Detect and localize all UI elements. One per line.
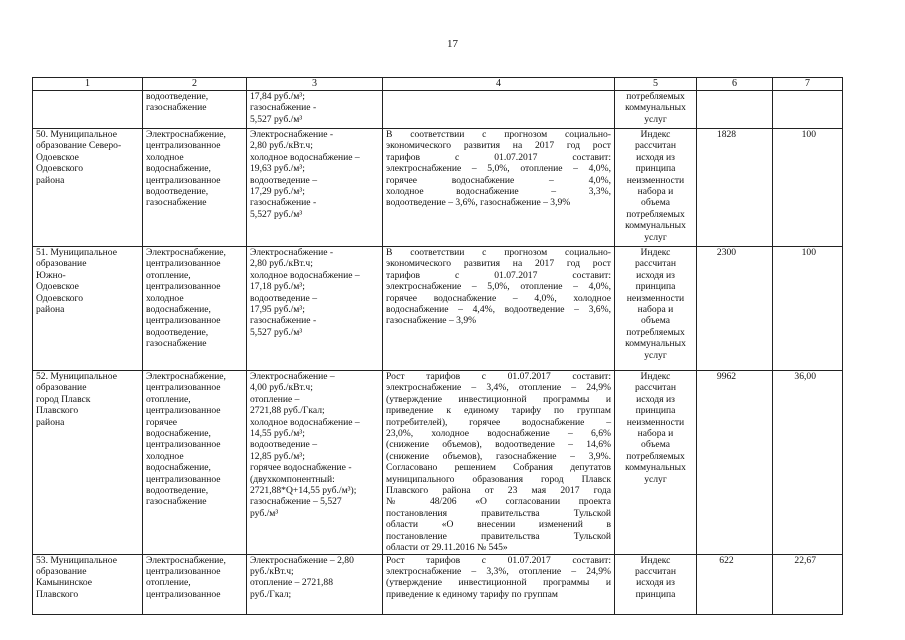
growth-cell: [383, 91, 615, 129]
tariffs-cell: [247, 371, 383, 555]
cell-line: приведение к единому тарифу по группам: [386, 405, 611, 417]
cell-line: рассчитан: [634, 140, 677, 152]
share-cell: 22,67: [773, 554, 843, 614]
tariff-table: [32, 77, 843, 615]
cell-line: отопление –: [250, 393, 300, 405]
cell-line: потребляемых: [626, 326, 685, 338]
cell-line: водоотведение –: [250, 174, 317, 186]
municipality-cell: [33, 91, 143, 129]
cell-line: 2721,88*Q+14,55 руб./м³);: [250, 485, 357, 497]
cell-line: централизованное: [146, 382, 221, 394]
tariffs-cell: [247, 91, 383, 129]
cell-line: руб./кВт.ч;: [250, 565, 294, 577]
cell-line: образование: [36, 565, 87, 577]
cell-line: водоотведение,: [146, 186, 209, 198]
cell-line: Одоевского: [36, 292, 84, 304]
cell-line: услуг: [644, 231, 667, 243]
cell-line: газоснабжение – 3,9%: [386, 315, 477, 327]
cell-line: экономического развития на 2017 год рост: [386, 258, 611, 270]
cell-line: объема: [641, 315, 670, 327]
cell-line: газоснабжение: [146, 102, 207, 114]
col-header-6: 6: [697, 78, 773, 91]
cell-line: области «О внесении изменений в: [386, 519, 611, 531]
municipality-cell: [33, 371, 143, 555]
cell-line: Электроснабжение -: [250, 129, 334, 140]
cell-line: город Плавск: [36, 393, 91, 405]
page-number: 17: [447, 38, 458, 50]
cell-line: 17,95 руб./м³;: [250, 304, 305, 316]
cell-line: горячее водоснабжение – 4,0%, холодное: [386, 292, 611, 304]
cell-line: постановление правительства Тульской: [386, 530, 611, 542]
cell-line: экономического развития на 2017 год рост: [386, 140, 611, 152]
table-row: [33, 129, 843, 247]
cell-line: потребителей), горячее водоснабжение –: [386, 416, 611, 428]
cell-line: электроснабжение – 5,0%, отопление – 4,0%,: [386, 281, 611, 293]
cell-line: 4,00 руб./кВт.ч;: [250, 382, 313, 394]
cell-line: Согласовано решением Собрания депутатов: [386, 462, 611, 474]
cell-line: руб./Гкал;: [250, 588, 292, 600]
table-row: [33, 554, 843, 614]
cell-line: (снижение объемов), водоотведение – 14,6%: [386, 439, 611, 451]
cell-line: Одоевское: [36, 151, 79, 163]
index-note-cell: [615, 91, 697, 129]
cell-line: Одоевское: [36, 281, 79, 293]
population-cell: [697, 91, 773, 129]
cell-line: (снижение объемов), газоснабжение – 3,9%.: [386, 450, 611, 462]
cell-line: исходя из: [636, 151, 675, 163]
cell-line: услуг: [644, 349, 667, 361]
cell-line: газоснабжение: [146, 496, 207, 508]
cell-line: набора и: [637, 186, 674, 198]
cell-line: 17,18 руб./м³;: [250, 281, 305, 293]
cell-line: водоотведение – 3,6%, газоснабжение – 3,9%: [386, 197, 571, 209]
cell-line: № 48/206 «О согласовании проекта: [386, 496, 611, 508]
tariffs-cell: [247, 129, 383, 247]
cell-line: коммунальных: [625, 102, 686, 114]
tariffs-cell: [247, 554, 383, 614]
cell-line: водоснабжение,: [146, 428, 211, 440]
cell-line: Рост тарифов с 01.07.2017 составит:: [386, 554, 611, 566]
cell-line: района: [36, 304, 65, 316]
cell-line: 5,527 руб./м³: [250, 326, 303, 338]
cell-line: исходя из: [636, 393, 675, 405]
index-note-cell: [615, 247, 697, 371]
cell-line: водоснабжение,: [146, 304, 211, 316]
share-cell: 100: [773, 247, 843, 371]
cell-line: централизованное: [146, 140, 221, 152]
cell-line: района: [36, 174, 65, 186]
col-header-7: 7: [773, 78, 843, 91]
cell-line: холодное: [146, 450, 184, 462]
cell-line: Электроснабжение – 2,80: [250, 554, 354, 566]
cell-line: коммунальных: [625, 338, 686, 350]
cell-line: Индекс: [640, 247, 671, 258]
cell-line: водоотведение,: [146, 326, 209, 338]
cell-line: холодное: [146, 151, 184, 163]
cell-line: 17,84 руб./м³;: [250, 91, 305, 102]
cell-line: Камынинское: [36, 577, 93, 589]
cell-line: газоснабжение -: [250, 102, 317, 114]
services-cell: [143, 554, 247, 614]
cell-line: тарифов с 01.07.2017 составит:: [386, 269, 611, 281]
share-cell: 36,00: [773, 371, 843, 555]
cell-line: горячее водоснабжение -: [250, 462, 352, 474]
cell-line: рассчитан: [634, 258, 677, 270]
growth-cell: [383, 129, 615, 247]
cell-line: неизменности: [626, 174, 685, 186]
cell-line: газоснабжение – 5,527: [250, 496, 342, 508]
cell-line: муниципального образования город Плавск: [386, 473, 611, 485]
municipality-cell: [33, 554, 143, 614]
cell-line: 19,63 руб./м³;: [250, 163, 305, 175]
cell-line: водоотведение,: [146, 485, 209, 497]
cell-line: 5,527 руб./м³: [250, 113, 303, 125]
population-cell: 1828: [697, 129, 773, 247]
cell-line: образование: [36, 258, 87, 270]
population-cell: 9962: [697, 371, 773, 555]
cell-line: рассчитан: [634, 382, 677, 394]
cell-line: принципа: [635, 588, 676, 600]
services-cell: [143, 91, 247, 129]
col-header-3: 3: [247, 78, 383, 91]
col-header-1: 1: [33, 78, 143, 91]
cell-line: 14,55 руб./м³;: [250, 428, 305, 440]
index-note-cell: [615, 129, 697, 247]
cell-line: неизменности: [626, 292, 685, 304]
cell-line: 51. Муниципальное: [36, 247, 117, 258]
cell-line: 2,80 руб./кВт.ч;: [250, 258, 313, 270]
cell-line: набора и: [637, 304, 674, 316]
col-header-2: 2: [143, 78, 247, 91]
cell-line: (утверждение инвестиционной программы и: [386, 577, 611, 589]
cell-line: 12,85 руб./м³;: [250, 450, 305, 462]
cell-line: области от 29.11.2016 № 545»: [386, 542, 508, 554]
cell-line: горячее водоснабжение – 4,0%,: [386, 174, 611, 186]
cell-line: Электроснабжение,: [146, 129, 226, 140]
cell-line: холодное водоснабжение –: [250, 269, 360, 281]
cell-line: электроснабжение – 5,0%, отопление – 4,0%,: [386, 163, 611, 175]
cell-line: 17,29 руб./м³;: [250, 186, 305, 198]
cell-line: холодное: [146, 292, 184, 304]
cell-line: потребляемых: [626, 208, 685, 220]
cell-line: В соответствии с прогнозом социально-: [386, 129, 611, 140]
cell-line: 2,80 руб./кВт.ч;: [250, 140, 313, 152]
cell-line: централизованное: [146, 588, 221, 600]
cell-line: газоснабжение: [146, 338, 207, 350]
cell-line: принципа: [635, 405, 676, 417]
table-row: [33, 371, 843, 555]
cell-line: исходя из: [636, 269, 675, 281]
cell-line: газоснабжение -: [250, 315, 317, 327]
cell-line: Электроснабжение,: [146, 371, 226, 382]
cell-line: набора и: [637, 428, 674, 440]
cell-line: Южно-: [36, 269, 66, 281]
cell-line: централизованное: [146, 405, 221, 417]
share-cell: 100: [773, 129, 843, 247]
cell-line: электроснабжение – 3,3%, отопление – 24,9%: [386, 565, 611, 577]
cell-line: образование Северо-: [36, 140, 122, 152]
services-cell: [143, 129, 247, 247]
cell-line: электроснабжение – 3,4%, отопление – 24,9%: [386, 382, 611, 394]
cell-line: приведение к единому тарифу по группам: [386, 588, 558, 600]
table-row: [33, 91, 843, 129]
cell-line: тарифов с 01.07.2017 составит:: [386, 151, 611, 163]
cell-line: водоотведение –: [250, 292, 317, 304]
cell-line: (двухкомпонентный:: [250, 473, 335, 485]
cell-line: района: [36, 416, 65, 428]
cell-line: 5,527 руб./м³: [250, 208, 303, 220]
population-cell: 2300: [697, 247, 773, 371]
cell-line: централизованное: [146, 473, 221, 485]
cell-line: централизованное: [146, 565, 221, 577]
cell-line: Одоевского: [36, 163, 84, 175]
cell-line: горячее: [146, 416, 178, 428]
growth-cell: [383, 554, 615, 614]
header-row: [33, 78, 843, 91]
index-note-cell: [615, 371, 697, 555]
cell-line: Рост тарифов с 01.07.2017 составит:: [386, 371, 611, 382]
services-cell: [143, 371, 247, 555]
cell-line: 23,0%, холодное водоснабжение – 6,6%: [386, 428, 611, 440]
cell-line: объема: [641, 197, 670, 209]
col-header-4: 4: [383, 78, 615, 91]
cell-line: отопление – 2721,88: [250, 577, 334, 589]
share-cell: [773, 91, 843, 129]
cell-line: Индекс: [640, 554, 671, 566]
cell-line: постановления правительства Тульской: [386, 507, 611, 519]
growth-cell: [383, 371, 615, 555]
cell-line: В соответствии с прогнозом социально-: [386, 247, 611, 258]
cell-line: Электроснабжение -: [250, 247, 334, 258]
municipality-cell: [33, 247, 143, 371]
municipality-cell: [33, 129, 143, 247]
cell-line: отопление,: [146, 577, 191, 589]
cell-line: неизменности: [626, 416, 685, 428]
cell-line: принципа: [635, 163, 676, 175]
population-cell: 622: [697, 554, 773, 614]
cell-line: газоснабжение -: [250, 197, 317, 209]
cell-line: централизованное: [146, 174, 221, 186]
cell-line: Электроснабжение,: [146, 247, 226, 258]
cell-line: водоотведение –: [250, 439, 317, 451]
tariffs-cell: [247, 247, 383, 371]
cell-line: 50. Муниципальное: [36, 129, 117, 140]
cell-line: (утверждение инвестиционной программы и: [386, 393, 611, 405]
table-row: [33, 247, 843, 371]
cell-line: услуг: [644, 113, 667, 125]
cell-line: рассчитан: [634, 565, 677, 577]
index-note-cell: [615, 554, 697, 614]
cell-line: объема: [641, 439, 670, 451]
cell-line: Индекс: [640, 129, 671, 140]
cell-line: водоснабжение,: [146, 462, 211, 474]
cell-line: Плавского: [36, 405, 79, 417]
cell-line: 52. Муниципальное: [36, 371, 117, 382]
cell-line: Индекс: [640, 371, 671, 382]
cell-line: потребляемых: [626, 91, 685, 102]
cell-line: централизованное: [146, 315, 221, 327]
cell-line: 2721,88 руб./Гкал;: [250, 405, 325, 417]
cell-line: потребляемых: [626, 450, 685, 462]
cell-line: исходя из: [636, 577, 675, 589]
cell-line: централизованное: [146, 281, 221, 293]
cell-line: водоснабжение – 4,4%, водоотведение – 3,6%,: [386, 304, 611, 316]
cell-line: отопление,: [146, 393, 191, 405]
cell-line: Плавского района от 23 мая 2017 года: [386, 485, 611, 497]
cell-line: коммунальных: [625, 220, 686, 232]
cell-line: коммунальных: [625, 462, 686, 474]
cell-line: холодное водоснабжение –: [250, 151, 360, 163]
services-cell: [143, 247, 247, 371]
cell-line: холодное водоснабжение –: [250, 416, 360, 428]
col-header-5: 5: [615, 78, 697, 91]
cell-line: руб./м³: [250, 507, 279, 519]
cell-line: принципа: [635, 281, 676, 293]
cell-line: Плавского: [36, 588, 79, 600]
cell-line: услуг: [644, 473, 667, 485]
cell-line: 53. Муниципальное: [36, 554, 117, 566]
cell-line: Электроснабжение,: [146, 554, 226, 566]
cell-line: газоснабжение: [146, 197, 207, 209]
growth-cell: [383, 247, 615, 371]
cell-line: водоснабжение,: [146, 163, 211, 175]
cell-line: отопление,: [146, 269, 191, 281]
cell-line: централизованное: [146, 439, 221, 451]
cell-line: образование: [36, 382, 87, 394]
cell-line: холодное водоснабжение – 3,3%,: [386, 186, 611, 198]
cell-line: Электроснабжение –: [250, 371, 335, 382]
cell-line: водоотведение,: [146, 91, 209, 102]
cell-line: централизованное: [146, 258, 221, 270]
